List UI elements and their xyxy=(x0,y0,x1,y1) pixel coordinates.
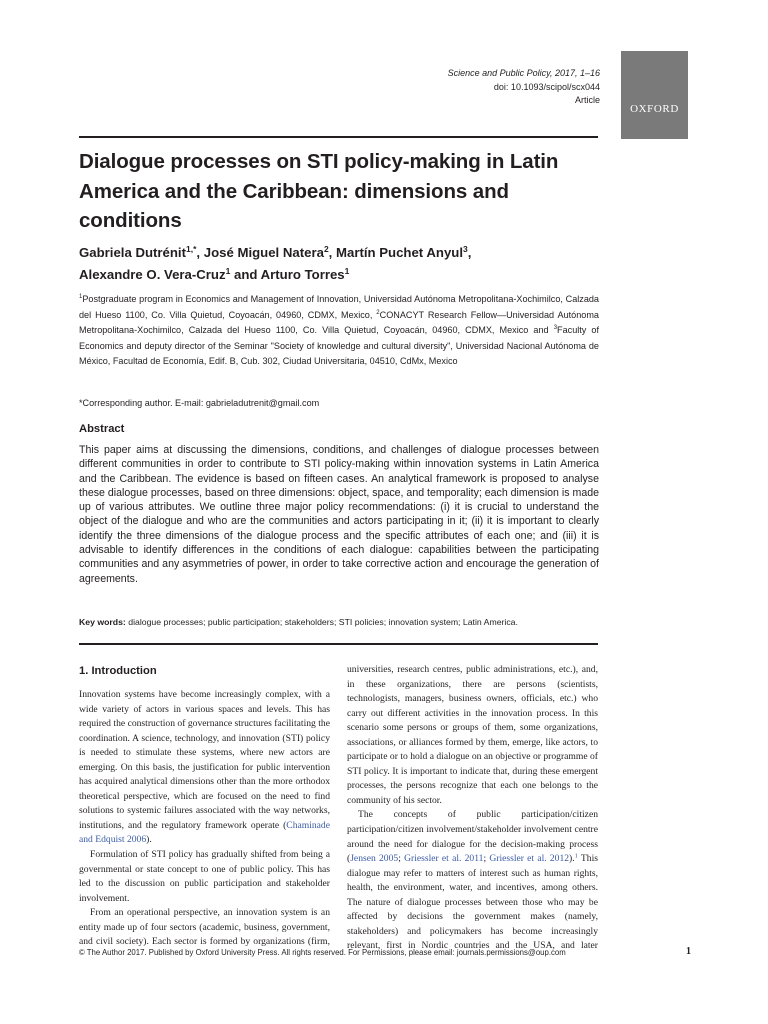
doi[interactable]: doi: 10.1093/scipol/scx044 xyxy=(493,81,600,92)
author-separator: and xyxy=(230,266,261,282)
footnote-mark[interactable]: 1 xyxy=(574,852,578,860)
citation-link[interactable]: Griessler et al. 2011 xyxy=(404,853,484,865)
oxford-logo xyxy=(621,51,688,139)
top-divider xyxy=(79,136,598,138)
citation-link[interactable]: Jensen 2005 xyxy=(350,853,399,865)
body-paragraph: universities, research centres, public administrations, etc.), and, in these organizations, there are persons (scientists, technologists, managers, business owners, officials, etc.) who carry out different activities in the innovation process. In this scenario some persons or groups of them, some organizations, associations, or alliances formed by them, emerge, like actors, to participate or to hold a dialogue on an objective or programme of STI policy. It is important to indicate that, during these emergent processes, the persons recognize that each one belongs to the community of his sector. xyxy=(347,664,598,806)
author-name: Alexandre O. Vera-Cruz xyxy=(79,266,226,282)
body-text: ). xyxy=(146,834,152,846)
author-separator: , xyxy=(196,245,204,260)
section-divider xyxy=(79,643,598,645)
body-text: ; xyxy=(483,853,490,865)
keywords xyxy=(79,616,599,628)
body-text: ; xyxy=(398,853,405,865)
article-type: Article xyxy=(574,95,600,106)
journal-name: Science and Public Policy, 2017, 1–16 xyxy=(447,68,600,78)
author-name: Gabriela Dutrénit xyxy=(79,245,186,260)
body-text: ). xyxy=(569,853,575,865)
corresponding-author: *Corresponding author. E-mail: gabrieladutrenit@gmail.com xyxy=(79,398,320,408)
author-affiliation-mark: 1,* xyxy=(186,244,197,254)
citation-link[interactable]: Chaminade and Edquist 2006 xyxy=(79,819,330,846)
keywords-text: dialogue processes; public participation; stakeholders; STI policies; innovation system; Latin America. xyxy=(125,617,518,627)
journal-info xyxy=(448,67,600,108)
page-number: 1 xyxy=(686,946,691,957)
body-paragraph xyxy=(79,688,330,848)
affiliation-mark: 1 xyxy=(79,294,83,300)
author-name: Arturo Torres xyxy=(260,266,345,282)
author-separator: , xyxy=(328,245,336,260)
author-affiliation-mark: 3 xyxy=(463,244,468,254)
body-paragraph: From an operational perspective, an innovation system is an entity made up of four sectors (academic, business, government, and civil society). Each sector is formed by organizations (firm, xyxy=(79,907,330,948)
right-column xyxy=(347,663,598,954)
keywords-label: Key words: xyxy=(79,617,126,627)
article-title: Dialogue processes on STI policy-making in Latin America and the Caribbean: dimensions and conditions xyxy=(79,150,559,232)
author-name: Martín Puchet Anyul xyxy=(336,245,464,260)
author-list xyxy=(79,242,599,285)
author-affiliation-mark: 1 xyxy=(225,265,231,276)
body-text: The concepts of public participation/citizen participation/citizen involvement/stakeholder involvement centre around the need for dialogue for the decision-making process ( xyxy=(347,809,598,865)
body-paragraph xyxy=(347,808,598,953)
oxford-logo-text: OXFORD xyxy=(630,103,679,115)
affiliation-text: Postgraduate program in Economics and Management of Innovation, Universidad Autónoma Metropolitana-Xochimilco, Calzada del Hueso 1100, Co. Villa Quietud, Coyoacán, 04960, CDMX, Mexico, xyxy=(79,294,599,320)
body-text: This dialogue may refer to matters of interest such as human rights, health, the environment, water, and incentives, among others. The nature of dialogue processes between those who may be affected by decisions the government makes (namely, stakeholders) and policymakers has become increasingly relevant, first in Nordic countries and the USA, and later xyxy=(347,853,598,952)
author-name: José Miguel Natera xyxy=(203,245,324,260)
affiliations xyxy=(79,292,599,370)
abstract-heading: Abstract xyxy=(79,423,125,435)
affiliation-text: Faculty of Economics and deputy director of the Seminar "Society of knowledge and cultural diversity", Universidad Nacional Autónoma de México, Facultad de Economía, Edif. B, Cub. 302, Ciudad Universitaria, 04510, CdMx, Mexico xyxy=(79,325,600,367)
author-affiliation-mark: 2 xyxy=(323,244,329,254)
author-affiliation-mark: 1 xyxy=(344,265,350,276)
body-paragraph: Formulation of STI policy has gradually shifted from being a governmental or state concept to one of public policy. This has led to the discussion on public participation and stakeholder involvement. xyxy=(79,849,330,904)
abstract-text: This paper aims at discussing the dimensions, conditions, and challenges of dialogue processes between different communities in order to contribute to STI policy-making within innovation systems in Latin America and the Caribbean. The evidence is based on fifteen cases. An analytical framework is proposed to analyse these dialogue processes, based on three dimensions: object, space, and temporality; each dimension is made up of various attributes. We outline three major policy recommendations: (i) it is crucial to understand the object of the dialogue and who are the communities and actors participating in it; (ii) it is important to clearly identify the three dimensions of the dialogue process and the specific attributes of each one; and (iii) it is advisable to identify differences in the conditions of each dialogue: capabilities between the participating communities and any asymmetries of power, in order to take corrective action and encourage the generation of agreements. xyxy=(79,444,599,585)
left-column xyxy=(79,688,330,950)
introduction-heading: 1. Introduction xyxy=(79,665,157,677)
body-text: Innovation systems have become increasingly complex, with a wide variety of actors in various spaces and levels. This has required the construction of governance structures facilitating the coordination. A science, technology, and innovation (STI) policy is needed to stimulate these systems, where new actors are emerging. On this basis, the justification for public intervention has acquired analytical dimensions other than the more orthodox theoretical perspective, which are focused on the need to find solutions to systemic failures associated with the way networks, institutions, and the regulatory framework operate ( xyxy=(79,689,330,831)
author-separator: , xyxy=(467,245,472,260)
affiliation-mark: 2 xyxy=(376,309,380,316)
copyright-footer: © The Author 2017. Published by Oxford University Press. All rights reserved. For Permissions, please email: journals.permissions@oup.com xyxy=(79,948,566,957)
affiliation-text: CONACYT Research Fellow—Universidad Autónoma Metropolitana-Xochimilco, Calzada del Hueso 1100, Co. Villa Quietud, Coyoacán, 04960, CDMX, Mexico and xyxy=(79,309,599,336)
citation-link[interactable]: Griessler et al. 2012 xyxy=(489,853,570,865)
affiliation-mark: 3 xyxy=(553,325,558,332)
